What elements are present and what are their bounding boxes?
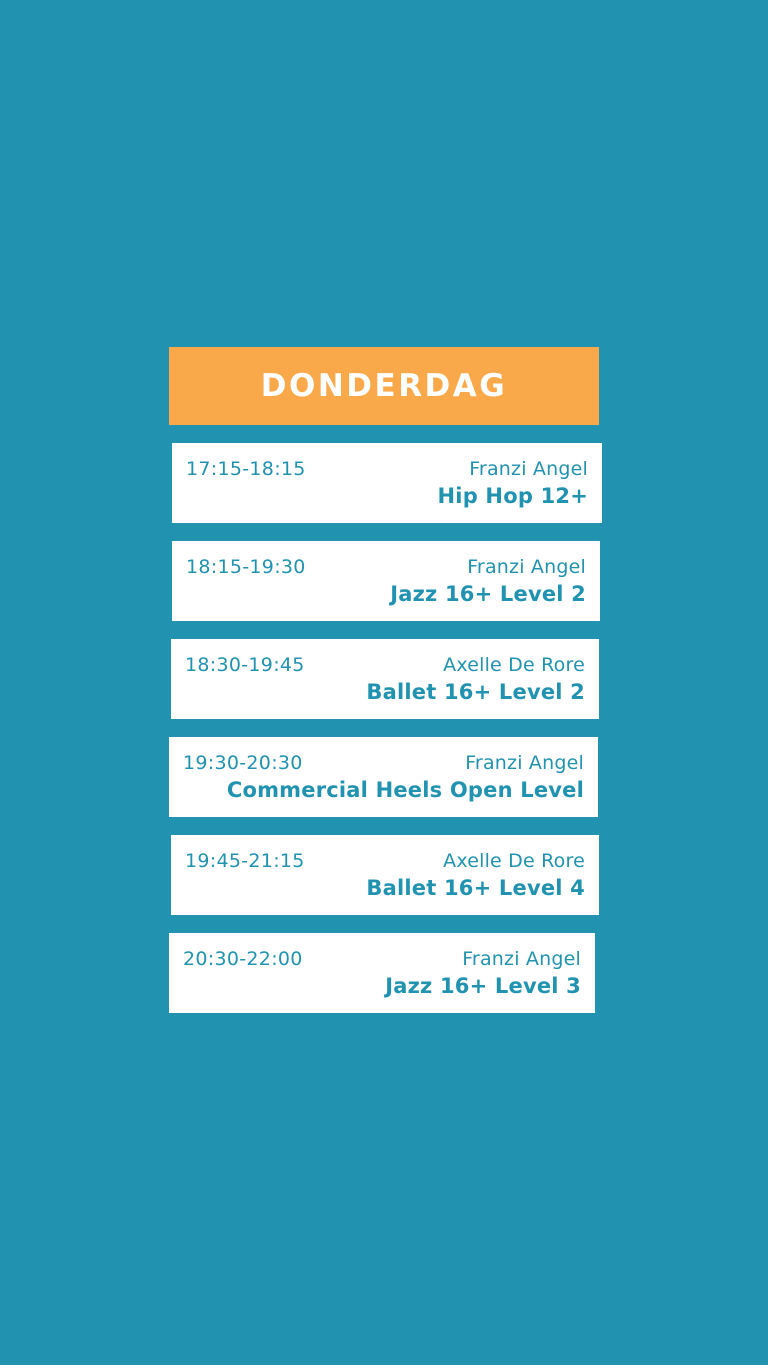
- class-row[interactable]: [171, 639, 599, 719]
- class-row[interactable]: [172, 541, 600, 621]
- class-row-top: [186, 556, 586, 578]
- class-row-bottom: [186, 582, 586, 606]
- class-row-bottom: [185, 680, 585, 704]
- class-row-bottom: [183, 974, 581, 998]
- class-name: Ballet 16+ Level 4: [366, 876, 585, 900]
- day-header: [169, 347, 599, 425]
- class-row[interactable]: [172, 443, 602, 523]
- class-name: Jazz 16+ Level 3: [385, 974, 581, 998]
- class-teacher: Franzi Angel: [462, 948, 581, 970]
- class-name: Hip Hop 12+: [437, 484, 588, 508]
- class-time: 18:30-19:45: [185, 654, 305, 676]
- class-row-top: [185, 850, 585, 872]
- day-header-label: DONDERDAG: [260, 368, 508, 404]
- class-name: Jazz 16+ Level 2: [390, 582, 586, 606]
- class-teacher: Axelle De Rore: [443, 850, 585, 872]
- class-list: [169, 443, 599, 1013]
- class-row[interactable]: [169, 737, 598, 817]
- class-row-bottom: [185, 876, 585, 900]
- class-teacher: Franzi Angel: [467, 556, 586, 578]
- class-name: Ballet 16+ Level 2: [366, 680, 585, 704]
- class-row[interactable]: [169, 933, 595, 1013]
- class-row-top: [185, 654, 585, 676]
- schedule-panel: [169, 347, 599, 1013]
- class-time: 19:45-21:15: [185, 850, 305, 872]
- class-row-bottom: [186, 484, 588, 508]
- class-time: 17:15-18:15: [186, 458, 306, 480]
- class-name: Commercial Heels Open Level: [226, 778, 584, 802]
- class-row-top: [183, 948, 581, 970]
- class-teacher: Franzi Angel: [465, 752, 584, 774]
- class-teacher: Franzi Angel: [469, 458, 588, 480]
- class-time: 20:30-22:00: [183, 948, 303, 970]
- class-row[interactable]: [171, 835, 599, 915]
- class-teacher: Axelle De Rore: [443, 654, 585, 676]
- class-time: 18:15-19:30: [186, 556, 306, 578]
- class-row-top: [183, 752, 584, 774]
- class-row-top: [186, 458, 588, 480]
- class-time: 19:30-20:30: [183, 752, 303, 774]
- class-row-bottom: [183, 778, 584, 802]
